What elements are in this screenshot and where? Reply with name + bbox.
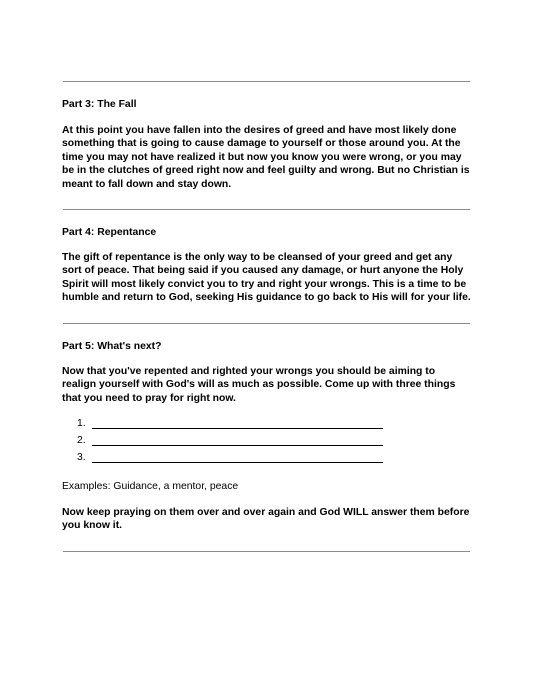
divider-part3 [63,209,470,210]
closing-text: Now keep praying on them over and over again and God WILL answer them before you know it. [62,507,470,532]
list-number: 2. [77,435,86,446]
part5-heading: Part 5: What's next? [62,341,162,352]
list-number: 1. [77,418,86,429]
blank-answer-line [92,462,383,463]
divider-top [63,81,470,82]
divider-bottom [63,551,470,552]
list-number: 3. [77,452,86,463]
part3-heading: Part 3: The Fall [62,99,137,110]
part5-body: Now that you've repented and righted your wrongs you should be aiming to realign yourself with God's will as much as possible. Come up with three things that you need to pray for right now. [62,366,456,404]
part4-heading: Part 4: Repentance [62,227,157,238]
blank-answer-line [92,445,383,446]
divider-part4 [63,323,470,324]
blank-answer-line [92,428,383,429]
part3-body: At this point you have fallen into the desires of greed and have most likely done something that is going to cause damage to yourself or those around you. At the time you may not have realized it but now you know you were wrong, or you may be in the clutches of greed right now and feel guilty and wrong. But no Christian is meant to fall down and stay down. [62,125,470,190]
part4-body: The gift of repentance is the only way to be cleansed of your greed and get any sort of peace. That being said if you caused any damage, or hurt anyone the Holy Spirit will most likely convict you to try and right your wrongs. This is a time to be humble and return to God, seeking His guidance to go back to His will for your life. [62,252,471,304]
examples-text: Examples: Guidance, a mentor, peace [62,481,239,492]
